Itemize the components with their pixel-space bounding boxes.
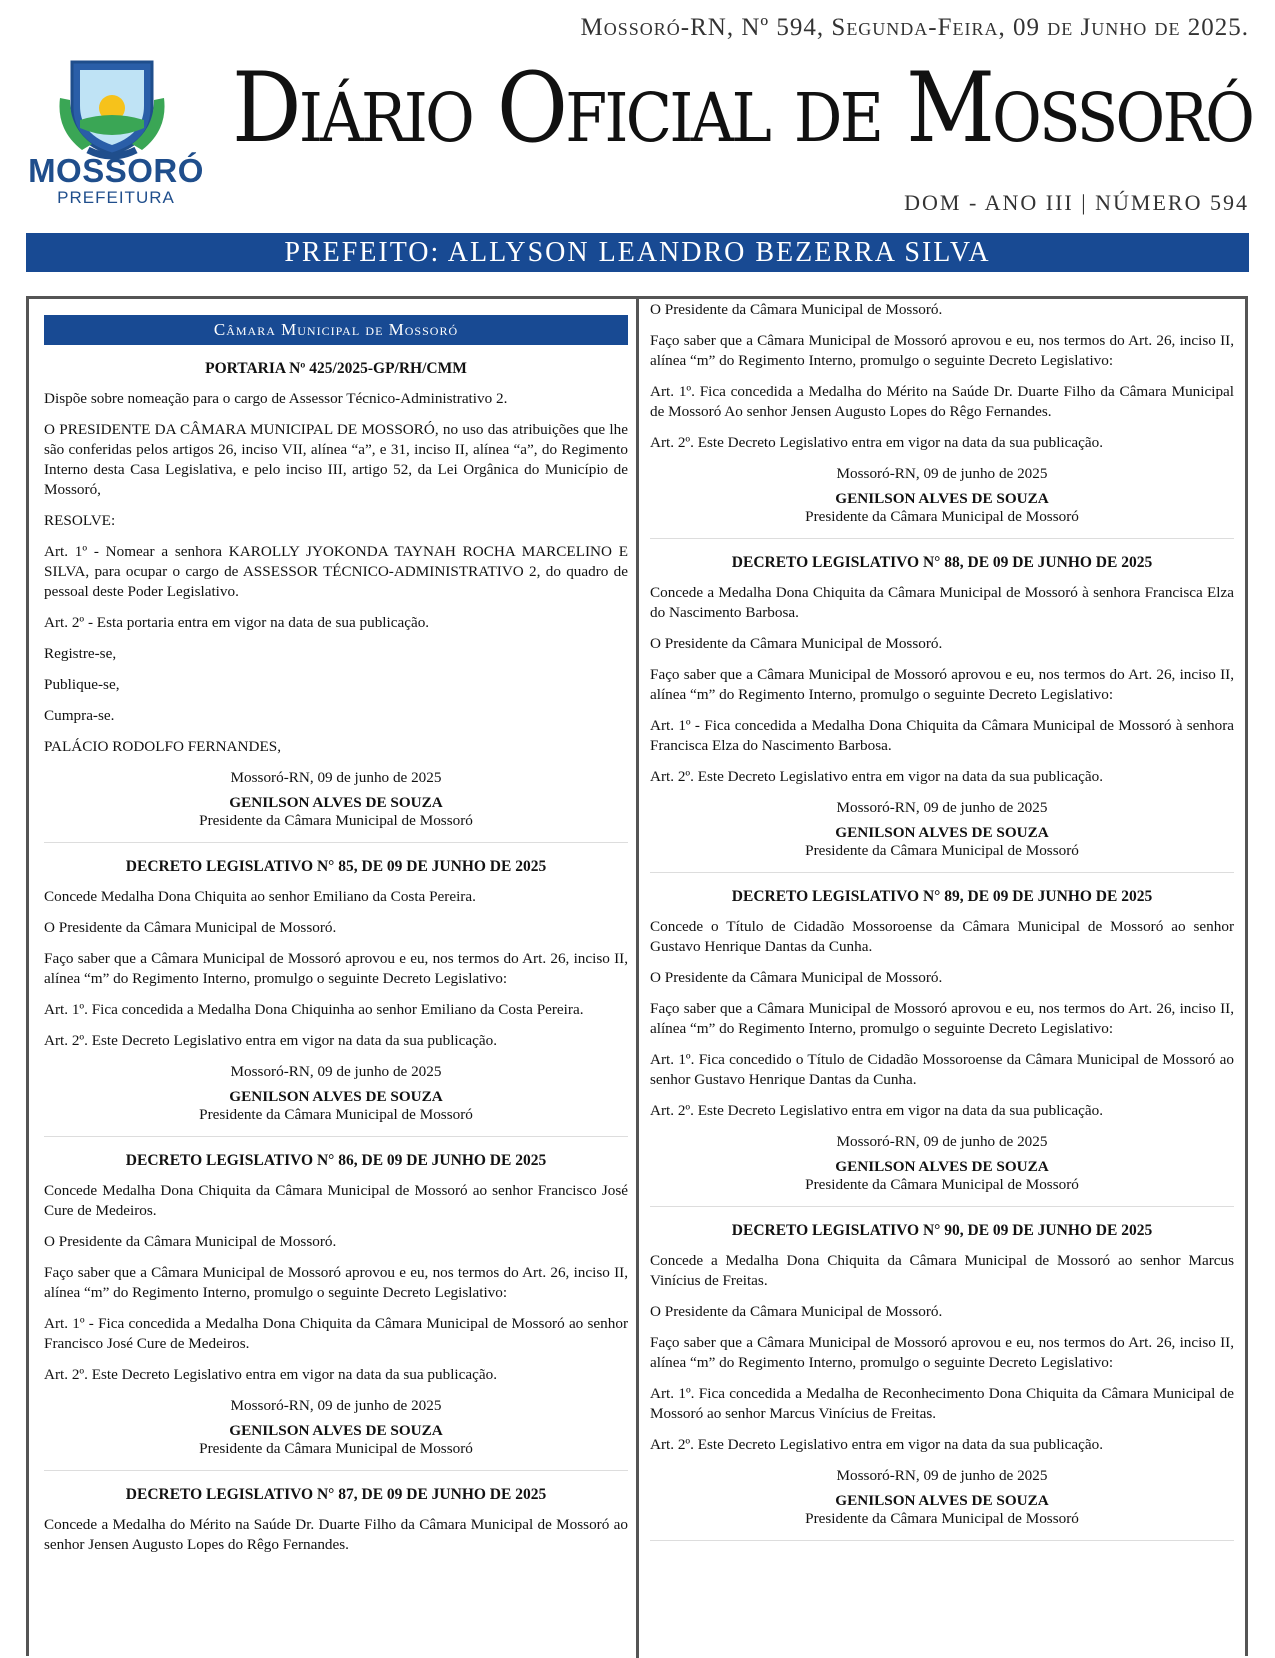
doc-title: DECRETO LEGISLATIVO N° 88, DE 09 DE JUNHO DE 2025 — [731, 554, 1153, 571]
doc-signer-role: Presidente da Câmara Municipal de Mossoró — [805, 1510, 1079, 1527]
doc-president: O Presidente da Câmara Municipal de Mossoró. — [650, 1303, 943, 1320]
doc-faco-saber: Faço saber que a Câmara Municipal de Mossoró aprovou e eu, nos termos do Art. 26, inciso II, alínea “m” do Regimento Interno, promulgo o seguinte Decreto Legislativo: — [650, 666, 1234, 703]
doc-art1: Art. 1º. Fica concedido o Título de Cidadão Mossoroense da Câmara Municipal de Mossoró ao senhor Gustavo Henrique Dantas da Cunha. — [650, 1051, 1234, 1088]
doc-cumpra: Cumpra-se. — [44, 707, 115, 724]
right-column — [650, 300, 1234, 1555]
doc-art1: Art. 1º. Fica concedida a Medalha do Mérito na Saúde Dr. Duarte Filho da Câmara Municipal de Mossoró Ao senhor Jensen Augusto Lopes do Rêgo Fernandes. — [650, 383, 1234, 420]
doc-signer-role: Presidente da Câmara Municipal de Mossoró — [199, 812, 473, 829]
logo-subtitle: PREFEITURA — [57, 188, 175, 207]
decreto-86 — [44, 1151, 628, 1471]
doc-signer: GENILSON ALVES DE SOUZA — [229, 1422, 443, 1439]
doc-art2: Art. 2º. Este Decreto Legislativo entra em vigor na data da sua publicação. — [650, 434, 1103, 451]
doc-art1: Art. 1º - Fica concedida a Medalha Dona Chiquita da Câmara Municipal de Mossoró ao senhor Francisco José Cure de Medeiros. — [44, 1315, 628, 1352]
doc-ementa: Dispõe sobre nomeação para o cargo de Assessor Técnico-Administrativo 2. — [44, 390, 508, 407]
doc-art2: Art. 2º. Este Decreto Legislativo entra em vigor na data da sua publicação. — [650, 768, 1103, 785]
doc-date: Mossoró-RN, 09 de junho de 2025 — [230, 1397, 442, 1414]
doc-date: Mossoró-RN, 09 de junho de 2025 — [836, 1133, 1048, 1150]
doc-signer: GENILSON ALVES DE SOUZA — [229, 794, 443, 811]
doc-ementa: Concede Medalha Dona Chiquita da Câmara Municipal de Mossoró ao senhor Francisco José Cure de Medeiros. — [44, 1182, 628, 1219]
doc-signer-role: Presidente da Câmara Municipal de Mossoró — [199, 1440, 473, 1457]
doc-title: DECRETO LEGISLATIVO N° 90, DE 09 DE JUNHO DE 2025 — [731, 1222, 1153, 1239]
portaria-425 — [44, 359, 628, 843]
doc-ementa: Concede a Medalha Dona Chiquita da Câmara Municipal de Mossoró à senhora Francisca Elza do Nascimento Barbosa. — [650, 584, 1234, 621]
decreto-90 — [650, 1221, 1234, 1541]
prefeito-banner: PREFEITO: ALLYSON LEANDRO BEZERRA SILVA — [26, 233, 1249, 272]
doc-date: Mossoró-RN, 09 de junho de 2025 — [836, 1467, 1048, 1484]
doc-date: Mossoró-RN, 09 de junho de 2025 — [230, 769, 442, 786]
doc-title: DECRETO LEGISLATIVO N° 86, DE 09 DE JUNHO DE 2025 — [125, 1152, 547, 1169]
doc-title: DECRETO LEGISLATIVO N° 87, DE 09 DE JUNHO DE 2025 — [125, 1486, 547, 1503]
doc-date: Mossoró-RN, 09 de junho de 2025 — [836, 465, 1048, 482]
doc-ementa: Concede Medalha Dona Chiquita ao senhor Emiliano da Costa Pereira. — [44, 888, 476, 905]
prefeitura-logo — [26, 50, 206, 210]
doc-president: O Presidente da Câmara Municipal de Mossoró. — [650, 635, 943, 652]
doc-registre: Registre-se, — [44, 645, 117, 662]
doc-ementa: Concede a Medalha do Mérito na Saúde Dr. Duarte Filho da Câmara Municipal de Mossoró ao senhor Jensen Augusto Lopes do Rêgo Fernandes. — [44, 1516, 628, 1553]
doc-art2: Art. 2º. Este Decreto Legislativo entra em vigor na data da sua publicação. — [44, 1366, 497, 1383]
column-divider — [636, 298, 639, 1658]
decreto-87-continued — [650, 300, 1234, 539]
decreto-88 — [650, 553, 1234, 873]
doc-art2: Art. 2º. Este Decreto Legislativo entra em vigor na data da sua publicação. — [650, 1102, 1103, 1119]
doc-title: PORTARIA Nº 425/2025-GP/RH/CMM — [205, 360, 467, 377]
doc-ementa: Concede a Medalha Dona Chiquita da Câmara Municipal de Mossoró ao senhor Marcus Vinícius de Freitas. — [650, 1252, 1234, 1289]
doc-faco-saber: Faço saber que a Câmara Municipal de Mossoró aprovou e eu, nos termos do Art. 26, inciso II, alínea “m” do Regimento Interno, promulgo o seguinte Decreto Legislativo: — [44, 950, 628, 987]
dom-issue-line: DOM - ANO III | NÚMERO 594 — [904, 190, 1249, 215]
doc-ementa: Concede o Título de Cidadão Mossoroense da Câmara Municipal de Mossoró ao senhor Gustavo Henrique Dantas da Cunha. — [650, 918, 1234, 955]
doc-president: O Presidente da Câmara Municipal de Mossoró. — [650, 301, 943, 318]
doc-president: O Presidente da Câmara Municipal de Mossoró. — [650, 969, 943, 986]
doc-president: O Presidente da Câmara Municipal de Mossoró. — [44, 1233, 337, 1250]
doc-date: Mossoró-RN, 09 de junho de 2025 — [230, 1063, 442, 1080]
doc-signer-role: Presidente da Câmara Municipal de Mossoró — [805, 508, 1079, 525]
doc-president: O Presidente da Câmara Municipal de Mossoró. — [44, 919, 337, 936]
doc-signer-role: Presidente da Câmara Municipal de Mossoró — [805, 842, 1079, 859]
doc-art2: Art. 2º. Este Decreto Legislativo entra em vigor na data da sua publicação. — [650, 1436, 1103, 1453]
doc-faco-saber: Faço saber que a Câmara Municipal de Mossoró aprovou e eu, nos termos do Art. 26, inciso II, alínea “m” do Regimento Interno, promulgo o seguinte Decreto Legislativo: — [44, 1264, 628, 1301]
doc-resolve: RESOLVE: — [44, 512, 116, 529]
edition-line: Mossoró-RN, Nº 594, Segunda-Feira, 09 de Junho de 2025. — [580, 14, 1249, 41]
decreto-89 — [650, 887, 1234, 1207]
doc-signer: GENILSON ALVES DE SOUZA — [835, 490, 1049, 507]
doc-art1: Art. 1º - Nomear a senhora KAROLLY JYOKONDA TAYNAH ROCHA MARCELINO E SILVA, para ocupar o cargo de ASSESSOR TÉCNICO-ADMINISTRATIVO 2, do quadro de pessoal deste Poder Legislativo. — [44, 543, 628, 600]
doc-faco-saber: Faço saber que a Câmara Municipal de Mossoró aprovou e eu, nos termos do Art. 26, inciso II, alínea “m” do Regimento Interno, promulgo o seguinte Decreto Legislativo: — [650, 1334, 1234, 1371]
masthead-title: Diário Oficial de Mossoró — [232, 52, 1253, 164]
doc-art1: Art. 1º - Fica concedida a Medalha Dona Chiquita da Câmara Municipal de Mossoró à senhora Francisca Elza do Nascimento Barbosa. — [650, 717, 1234, 754]
page-header — [0, 0, 1275, 235]
doc-faco-saber: Faço saber que a Câmara Municipal de Mossoró aprovou e eu, nos termos do Art. 26, inciso II, alínea “m” do Regimento Interno, promulgo o seguinte Decreto Legislativo: — [650, 332, 1234, 369]
doc-preamble: O PRESIDENTE DA CÂMARA MUNICIPAL DE MOSSORÓ, no uso das atribuições que lhe são conferidas pelos artigos 26, inciso VII, alínea “a”, e 31, inciso II, alínea “a”, do Regimento Interno desta Casa Legislativa, e pelo inciso III, artigo 52, da Lei Orgânica do Município de Mossoró, — [44, 421, 628, 498]
doc-art1: Art. 1º. Fica concedida a Medalha de Reconhecimento Dona Chiquita da Câmara Municipal de Mossoró ao senhor Marcus Vinícius de Freitas. — [650, 1385, 1234, 1422]
doc-art2: Art. 2º - Esta portaria entra em vigor na data de sua publicação. — [44, 614, 430, 631]
doc-signer: GENILSON ALVES DE SOUZA — [229, 1088, 443, 1105]
doc-signer: GENILSON ALVES DE SOUZA — [835, 1492, 1049, 1509]
decreto-85 — [44, 857, 628, 1137]
doc-art1: Art. 1º. Fica concedida a Medalha Dona Chiquinha ao senhor Emiliano da Costa Pereira. — [44, 1001, 584, 1018]
doc-title: DECRETO LEGISLATIVO N° 89, DE 09 DE JUNHO DE 2025 — [731, 888, 1153, 905]
doc-palacio: PALÁCIO RODOLFO FERNANDES, — [44, 738, 281, 755]
doc-signer: GENILSON ALVES DE SOUZA — [835, 1158, 1049, 1175]
decreto-87 — [44, 1485, 628, 1555]
doc-publique: Publique-se, — [44, 676, 120, 693]
doc-faco-saber: Faço saber que a Câmara Municipal de Mossoró aprovou e eu, nos termos do Art. 26, inciso II, alínea “m” do Regimento Interno, promulgo o seguinte Decreto Legislativo: — [650, 1000, 1234, 1037]
doc-signer: GENILSON ALVES DE SOUZA — [835, 824, 1049, 841]
doc-signer-role: Presidente da Câmara Municipal de Mossoró — [199, 1106, 473, 1123]
city-crest-icon — [52, 50, 172, 160]
left-column — [44, 300, 628, 1566]
doc-title: DECRETO LEGISLATIVO N° 85, DE 09 DE JUNHO DE 2025 — [125, 858, 547, 875]
doc-date: Mossoró-RN, 09 de junho de 2025 — [836, 799, 1048, 816]
doc-art2: Art. 2º. Este Decreto Legislativo entra em vigor na data da sua publicação. — [44, 1032, 497, 1049]
logo-name: MOSSORÓ — [28, 152, 204, 189]
section-header: Câmara Municipal de Mossoró — [44, 315, 628, 345]
doc-signer-role: Presidente da Câmara Municipal de Mossoró — [805, 1176, 1079, 1193]
